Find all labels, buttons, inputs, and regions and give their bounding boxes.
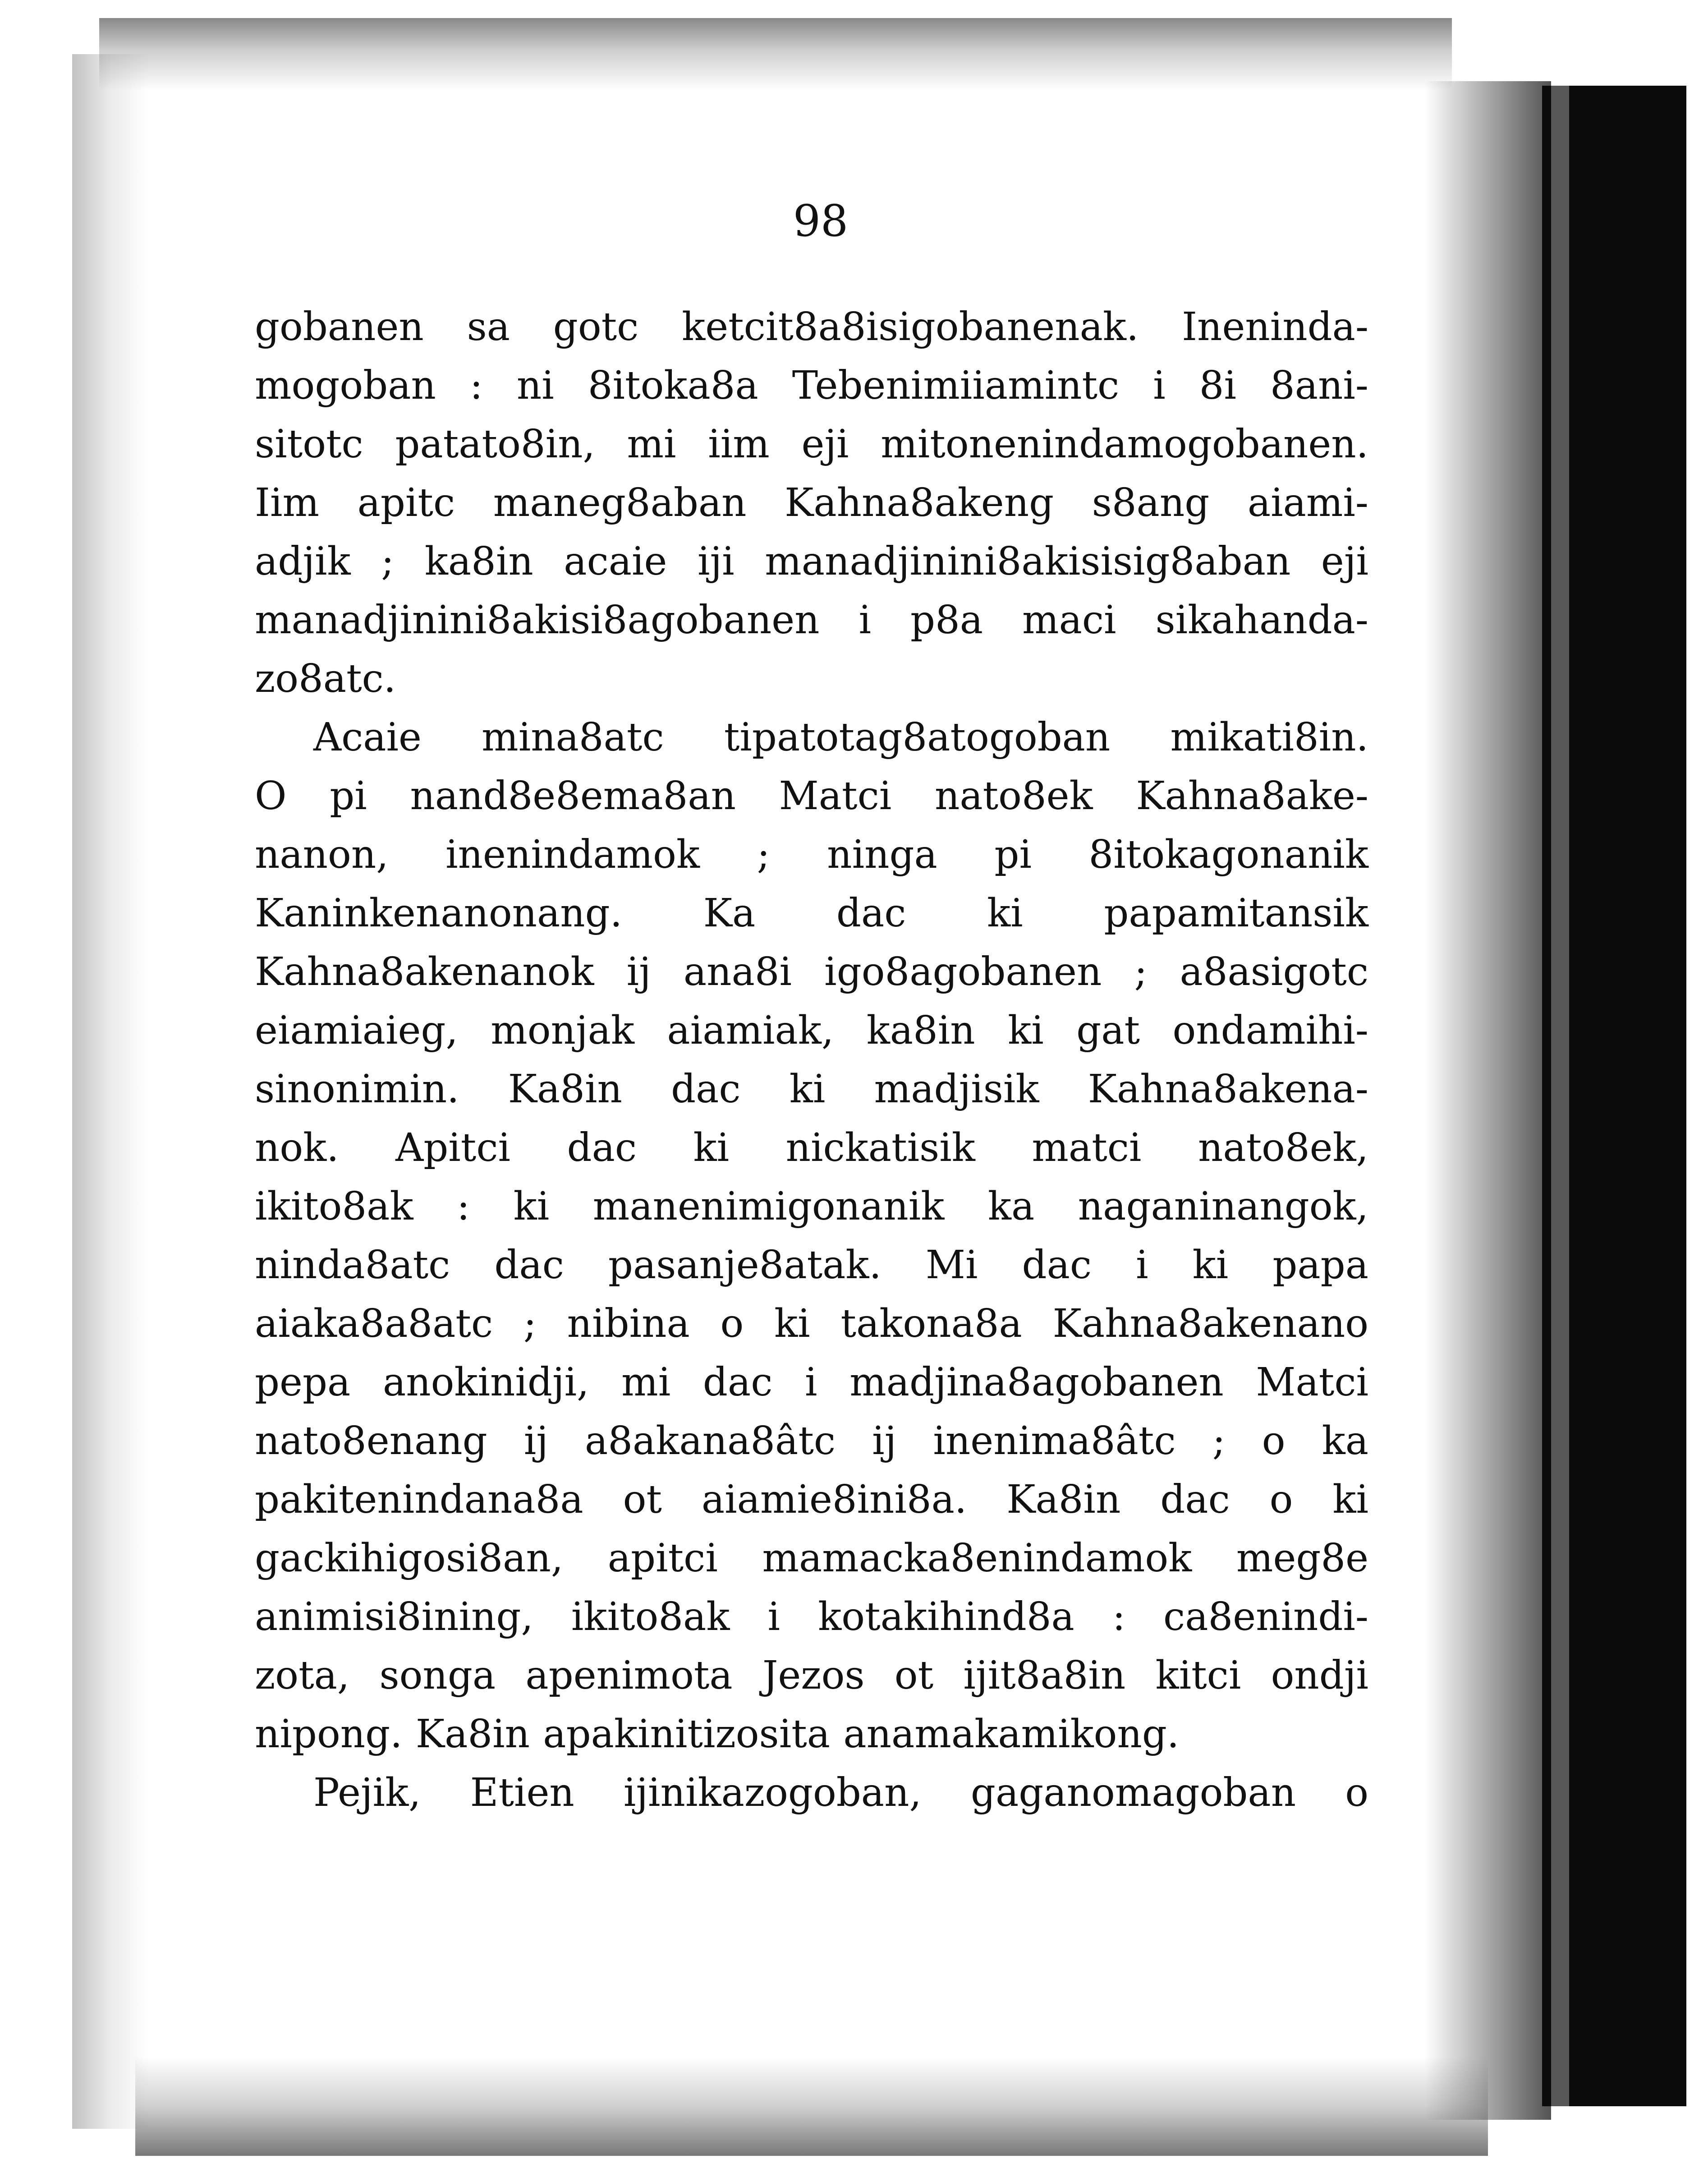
text-line: zo8atc.: [255, 656, 396, 701]
scan-edge-top: [99, 18, 1452, 90]
text-line: ikito8ak : ki manenimigonanik ka naganinangok,: [255, 1184, 1368, 1229]
text-line: nanon, inenindamok ; ninga pi 8itokagonanik: [255, 832, 1368, 877]
text-line: eiamiaieg, monjak aiamiak, ka8in ki gat ondamihi-: [255, 1008, 1368, 1053]
text-line: ninda8atc dac pasanje8atak. Mi dac i ki papa: [255, 1243, 1368, 1288]
text-line: Kahna8akenanok ij ana8i igo8agobanen ; a8asigotc: [255, 949, 1368, 994]
text-line: Pejik, Etien ijinikazogoban, gaganomagoban o: [313, 1770, 1368, 1815]
text-line: nok. Apitci dac ki nickatisik matci nato8ek,: [255, 1125, 1368, 1170]
text-line: pakitenindana8a ot aiamie8ini8a. Ka8in dac o ki: [255, 1477, 1368, 1522]
text-line: animisi8ining, ikito8ak i kotakihind8a : ca8enindi-: [255, 1594, 1368, 1639]
scan-edge-right-shadow: [1425, 81, 1551, 2120]
scan-edge-right-stripe: [1551, 86, 1569, 2106]
text-line: gackihigosi8an, apitci mamacka8enindamok meg8e: [255, 1536, 1368, 1581]
text-line: manadjinini8akisi8agobanen i p8a maci sikahanda-: [255, 598, 1368, 643]
text-line: nipong. Ka8in apakinitizosita anamakamikong.: [255, 1712, 1180, 1757]
page-number: 98: [793, 196, 849, 246]
scan-edge-left: [72, 54, 149, 2129]
text-line: pepa anokinidji, mi dac i madjina8agobanen Matci: [255, 1360, 1368, 1405]
body-text: [255, 298, 1368, 1822]
scan-edge-bottom: [135, 2057, 1488, 2156]
text-line: gobanen sa gotc ketcit8a8isigobanenak. Ineninda-: [255, 304, 1368, 350]
text-line: sitotc patato8in, mi iim eji mitonenindamogobanen.: [255, 422, 1368, 467]
text-line: nato8enang ij a8akana8âtc ij inenima8âtc ; o ka: [255, 1418, 1368, 1464]
text-line: sinonimin. Ka8in dac ki madjisik Kahna8akena-: [255, 1067, 1368, 1112]
text-line: mogoban : ni 8itoka8a Tebenimiiamintc i 8i 8ani-: [255, 363, 1368, 408]
text-line: aiaka8a8atc ; nibina o ki takona8a Kahna8akenano: [255, 1301, 1368, 1346]
text-line: O pi nand8e8ema8an Matci nato8ek Kahna8ake-: [255, 773, 1368, 819]
text-line: Kaninkenanonang. Ka dac ki papamitansik: [255, 891, 1368, 936]
text-line: zota, songa apenimota Jezos ot ijit8a8in kitci ondji: [255, 1653, 1368, 1698]
text-line: Iim apitc maneg8aban Kahna8akeng s8ang aiami-: [255, 480, 1368, 525]
text-line: adjik ; ka8in acaie iji manadjinini8akisisig8aban eji: [255, 539, 1368, 584]
text-line: Acaie mina8atc tipatotag8atogoban mikati8in.: [313, 715, 1368, 760]
